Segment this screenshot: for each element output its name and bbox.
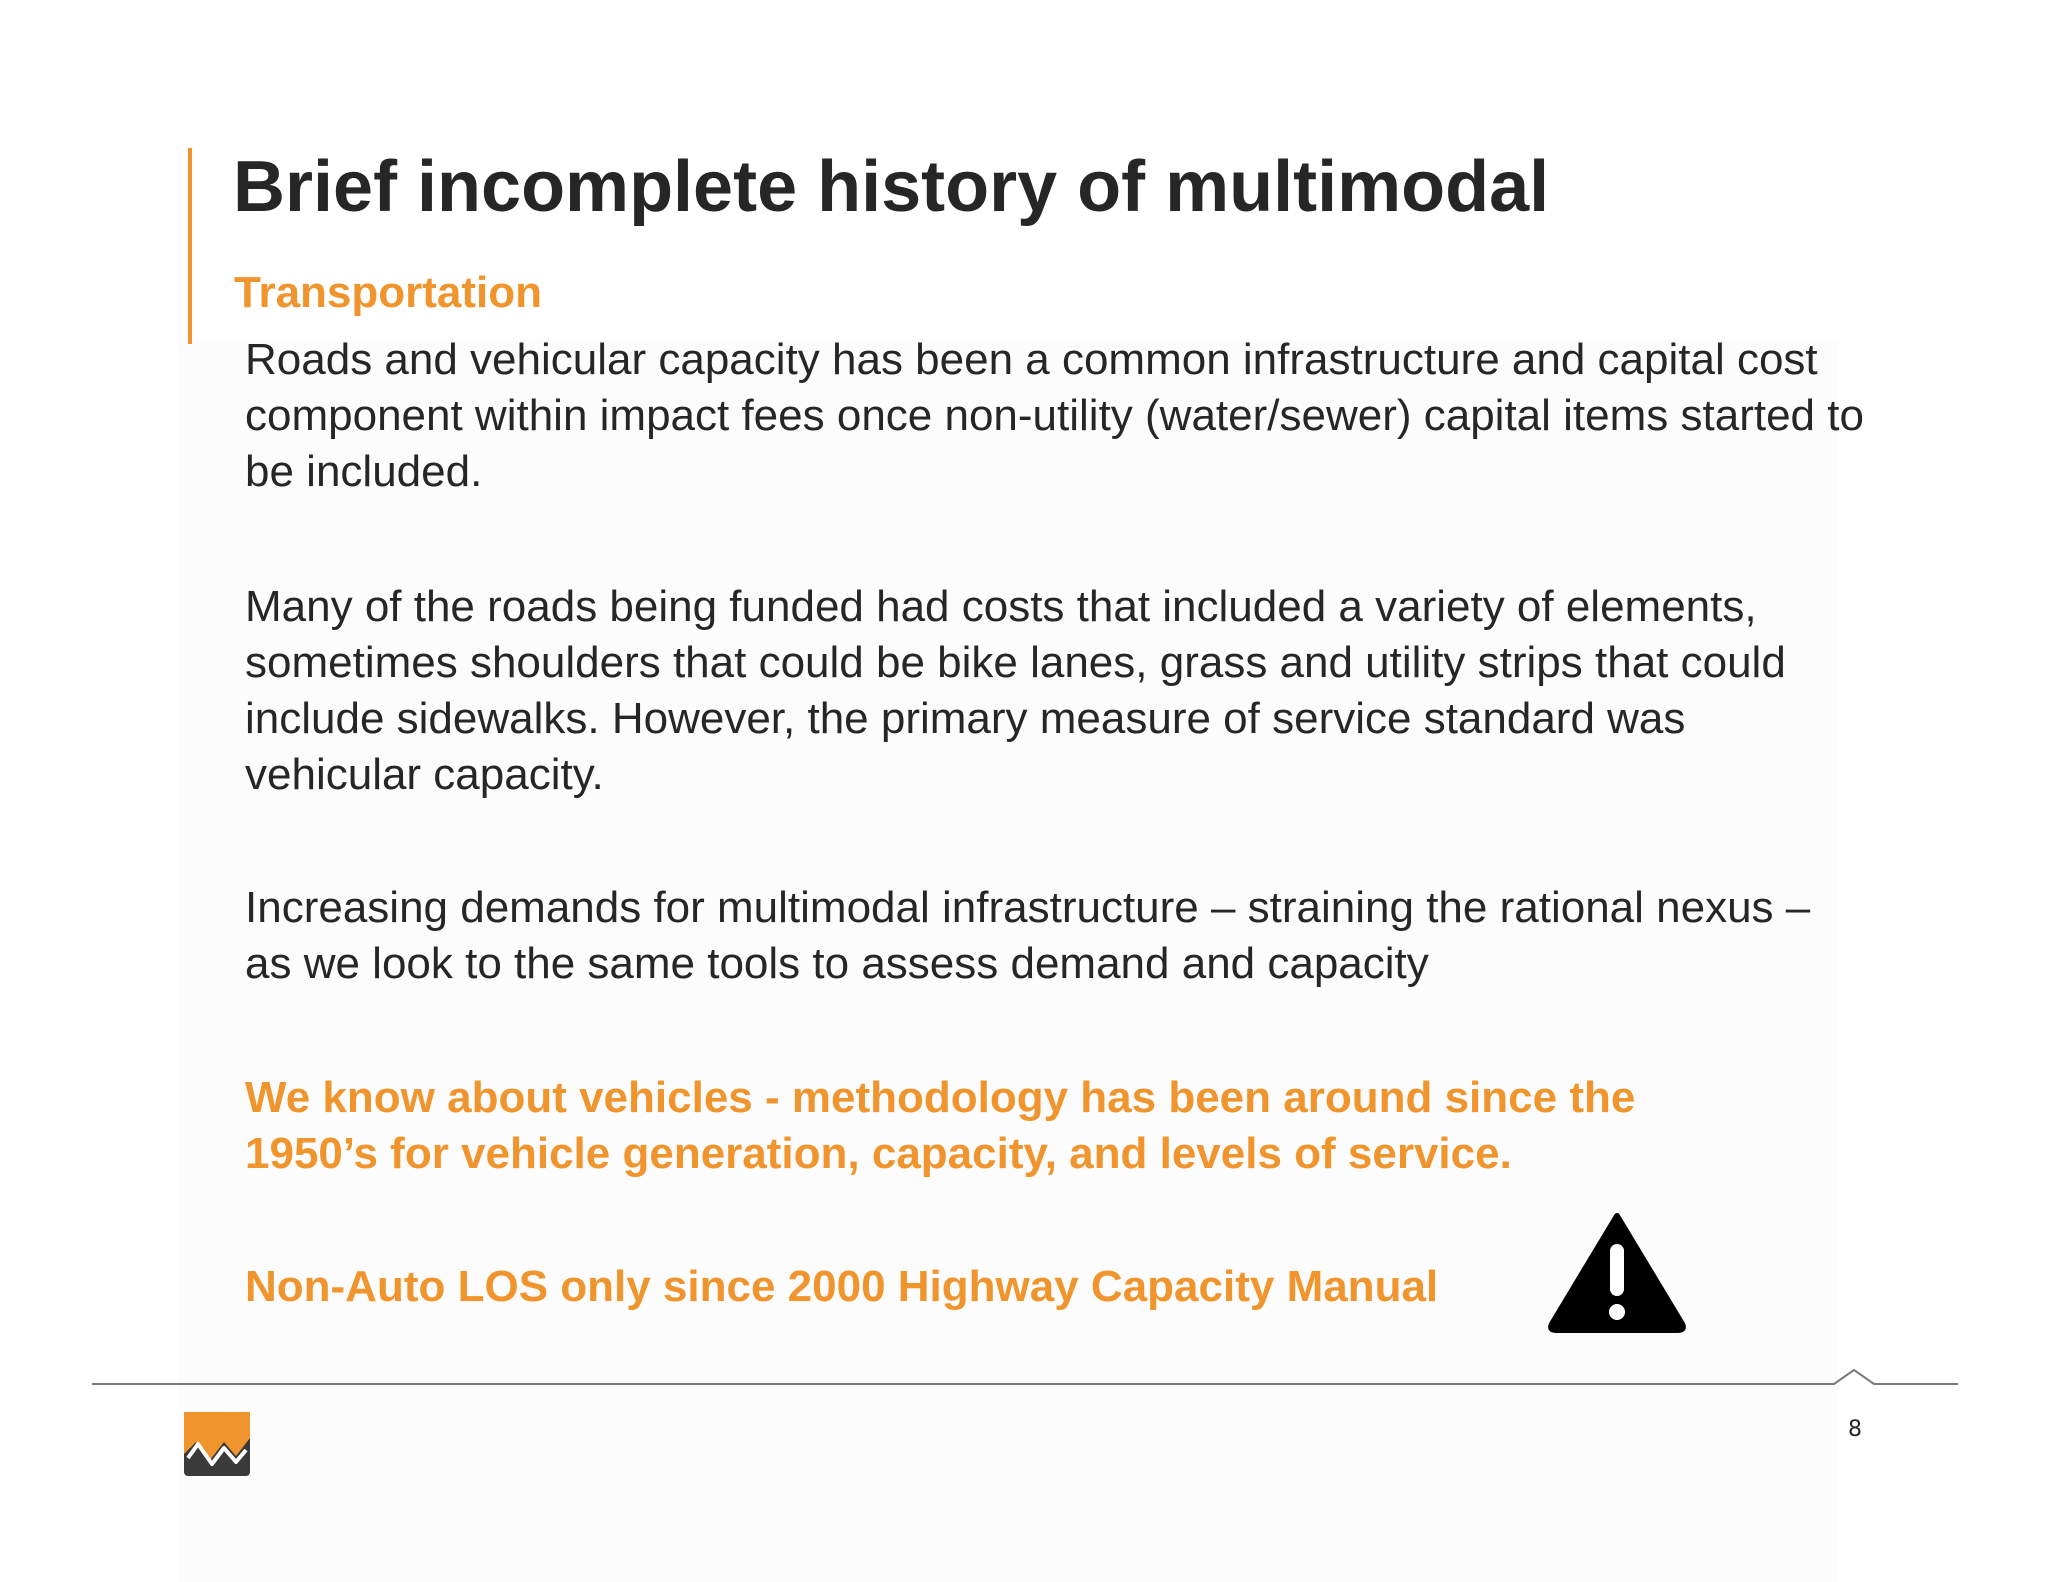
paragraph-road-elements: Many of the roads being funded had costs that included a variety of elements, sometimes shoulders that could be bike lanes, grass and utility strips that could include sidewalks. However, the primary measure of service standard was vehicular capacity. <box>245 582 1786 799</box>
highlight-non-auto-los: Non-Auto LOS only since 2000 Highway Capacity Manual <box>245 1262 1439 1311</box>
slide-title: Brief incomplete history of multimodal <box>233 147 1550 227</box>
paragraph-multimodal-demand: Increasing demands for multimodal infrastructure – straining the rational nexus – as we look to the same tools to assess demand and capacity <box>245 883 1811 988</box>
title-accent-bar <box>188 148 192 344</box>
warning-triangle-icon <box>1546 1210 1688 1336</box>
highlight-vehicle-methodology: We know about vehicles - methodology has been around since the 1950’s for vehicle generation, capacity, and levels of service. <box>245 1073 1636 1178</box>
slide-subtitle: Transportation <box>234 268 543 317</box>
page-number: 8 <box>1848 1417 1862 1442</box>
footer-divider <box>92 1368 1958 1398</box>
mountain-logo <box>184 1412 250 1476</box>
paragraph-roads-capacity: Roads and vehicular capacity has been a common infrastructure and capital cost component within impact fees once non-utility (water/sewer) capital items started to be included. <box>245 335 1864 496</box>
